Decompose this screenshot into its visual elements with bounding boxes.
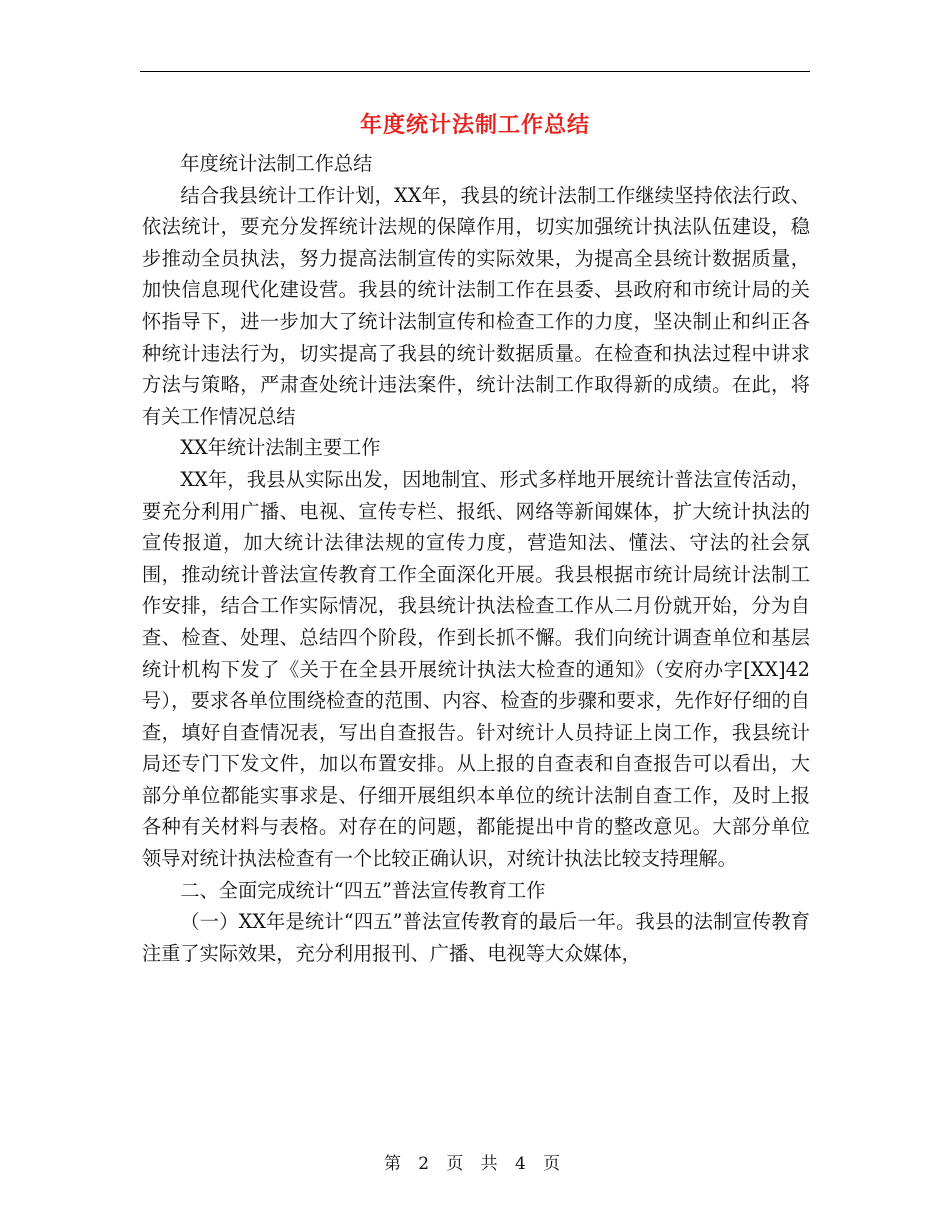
document-body [142, 148, 810, 969]
document-title: 年度统计法制工作总结 [359, 113, 590, 138]
page-indicator: 第 2 页 共 4 页 [383, 1154, 567, 1174]
paragraph-subtitle: 年度统计法制工作总结 [180, 152, 373, 175]
paragraph-intro: 结合我县统计工作计划，XX年，我县的统计法制工作继续坚持依法行政、依法统计，要充分发挥统计法规的保障作用，切实加强统计执法队伍建设，稳步推动全员执法，努力提高法制宣传的实际效果，为提高全县统计数据质量，加快信息现代化建设营。我县的统计法制工作在县委、县政府和市统计局的关怀指导下，进一步加大了统计法制宣传和检查工作的力度，坚决制止和纠正各种统计违法行为，切实提高了我县的统计数据质量。在检查和执法过程中讲求方法与策略，严肃查处统计违法案件，统计法制工作取得新的成绩。在此，将有关工作情况总结 [142, 183, 810, 428]
paragraph-main-work: XX年，我县从实际出发，因地制宜、形式多样地开展统计普法宣传活动，要充分利用广播、电视、宣传专栏、报纸、网络等新闻媒体，扩大统计执法的宣传报道，加大统计法律法规的宣传力度，营造知法、懂法、守法的社会氛围，推动统计普法宣传教育工作全面深化开展。我县根据市统计局统计法制工作安排，结合工作实际情况，我县统计执法检查工作从二月份就开始，分为自查、检查、处理、总结四个阶段，作到长抓不懈。我们向统计调查单位和基层统计机构下发了《关于在全县开展统计执法大检查的通知》（安府办字[XX]42号），要求各单位围绕检查的范围、内容、检查的步骤和要求，先作好仔细的自查，填好自查情况表，写出自查报告。针对统计人员持证上岗工作，我县统计局还专门下发文件，加以布置安排。从上报的自查表和自查报告可以看出，大部分单位都能实事求是、仔细开展组织本单位的统计法制自查工作，及时上报各种有关材料与表格。对存在的问题，都能提出中肯的整改意见。大部分单位领导对统计执法检查有一个比较正确认识，对统计执法比较支持理解。 [142, 467, 810, 871]
header-rule [140, 71, 810, 72]
paragraph-section-heading: XX年统计法制主要工作 [180, 436, 381, 460]
paragraph-section-two-item-one: （一）XX年是统计“四五”普法宣传教育的最后一年。我县的法制宣传教育注重了实际效果，充分利用报刊、广播、电视等大众媒体， [142, 910, 810, 965]
paragraph-section-two-heading: 二、全面完成统计“四五”普法宣传教育工作 [180, 878, 546, 902]
